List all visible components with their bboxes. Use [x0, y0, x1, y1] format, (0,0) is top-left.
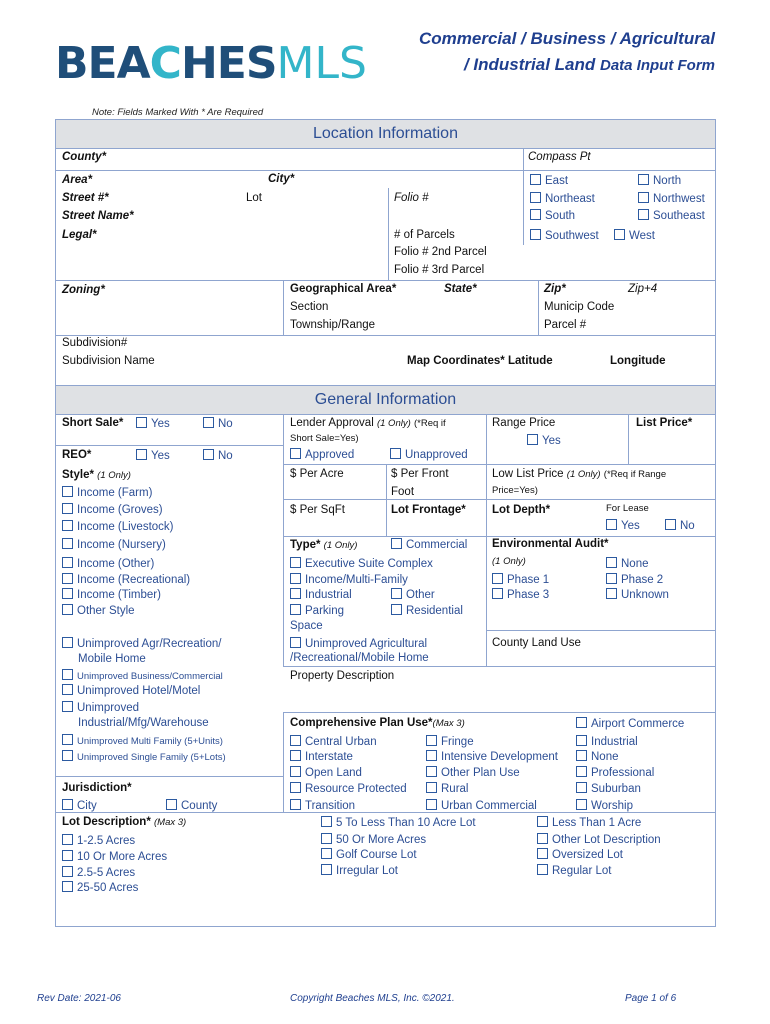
divider: [283, 464, 715, 465]
style-option[interactable]: Income (Recreational): [62, 573, 190, 586]
checkbox[interactable]: [62, 604, 73, 615]
range-price-label: Range Price: [492, 417, 556, 429]
rev-date: Rev Date: 2021-06: [37, 993, 121, 1004]
type-label: Type* (1 Only): [290, 539, 358, 551]
type-income-mf[interactable]: Income/Multi-Family: [290, 573, 408, 586]
folio-label: Folio #: [394, 192, 429, 204]
checkbox[interactable]: [62, 520, 73, 531]
checkbox[interactable]: [62, 684, 73, 695]
divider: [56, 170, 715, 171]
legal-label: Legal*: [62, 229, 97, 241]
style-option[interactable]: Income (Groves): [62, 503, 163, 516]
checkbox[interactable]: [62, 557, 73, 568]
street-number-label: Street #*: [62, 192, 109, 204]
comp-plan-option[interactable]: Fringe: [426, 735, 474, 748]
checkbox[interactable]: [530, 209, 541, 220]
checkbox[interactable]: [492, 588, 503, 599]
comp-plan-option[interactable]: Rural: [426, 782, 468, 795]
divider: [56, 445, 283, 446]
compass-southwest-option[interactable]: Southwest: [530, 229, 599, 242]
checkbox[interactable]: [321, 864, 332, 875]
lot-desc-option[interactable]: Other Lot Description: [537, 833, 661, 846]
checkbox[interactable]: [62, 588, 73, 599]
checkbox[interactable]: [426, 766, 437, 777]
checkbox[interactable]: [537, 848, 548, 859]
style-option[interactable]: Unimproved Multi Family (5+Units): [62, 734, 223, 747]
checkbox[interactable]: [290, 735, 301, 746]
lender-req-note: Short Sale=Yes): [290, 433, 359, 444]
checkbox[interactable]: [606, 588, 617, 599]
checkbox[interactable]: [576, 735, 587, 746]
divider: [388, 188, 389, 280]
divider: [283, 536, 715, 537]
comp-plan-option[interactable]: Worship: [576, 799, 633, 812]
low-list-price-label: Low List Price (1 Only) (*Req if Range: [492, 468, 667, 480]
checkbox[interactable]: [166, 799, 177, 810]
type-unimproved-ag-cont: /Recreational/Mobile Home: [290, 652, 429, 664]
style-option[interactable]: Unimproved: [62, 701, 139, 714]
zoning-label: Zoning*: [62, 284, 105, 296]
lot-desc-option[interactable]: 5 To Less Than 10 Acre Lot: [321, 816, 476, 829]
lot-desc-option[interactable]: Irregular Lot: [321, 864, 398, 877]
style-option[interactable]: Unimproved Single Family (5+Lots): [62, 750, 226, 763]
env-phase1[interactable]: Phase 1: [492, 573, 549, 586]
longitude-label: Longitude: [610, 355, 666, 367]
checkbox[interactable]: [530, 229, 541, 240]
checkbox[interactable]: [290, 557, 301, 568]
checkbox[interactable]: [426, 799, 437, 810]
checkbox[interactable]: [606, 557, 617, 568]
style-option[interactable]: Income (Timber): [62, 588, 161, 601]
checkbox[interactable]: [62, 637, 73, 648]
lot-desc-option[interactable]: Oversized Lot: [537, 848, 623, 861]
lot-desc-option[interactable]: Golf Course Lot: [321, 848, 417, 861]
style-option[interactable]: Income (Nursery): [62, 538, 166, 551]
style-option[interactable]: Unimproved Business/Commercial: [62, 669, 223, 682]
checkbox[interactable]: [62, 799, 73, 810]
divider: [283, 280, 284, 335]
type-exec-suite[interactable]: Executive Suite Complex: [290, 557, 433, 570]
checkbox[interactable]: [391, 604, 402, 615]
style-label: Style* (1 Only): [62, 469, 131, 481]
county-label: County*: [62, 151, 107, 163]
checkbox[interactable]: [62, 866, 73, 877]
checkbox[interactable]: [62, 701, 73, 712]
section-label: Section: [290, 301, 329, 313]
form-title-line2: / Industrial Land: [463, 55, 596, 74]
checkbox[interactable]: [492, 573, 503, 584]
lot-desc-option[interactable]: 2.5-5 Acres: [62, 866, 135, 879]
checkbox[interactable]: [62, 834, 73, 845]
checkbox[interactable]: [62, 486, 73, 497]
type-residential[interactable]: Residential: [391, 604, 463, 617]
checkbox[interactable]: [537, 833, 548, 844]
checkbox[interactable]: [530, 174, 541, 185]
form-title-suffix: Data Input Form: [600, 57, 715, 74]
checkbox[interactable]: [62, 503, 73, 514]
required-note: Note: Fields Marked With * Are Required: [92, 107, 264, 118]
compass-west-option[interactable]: West: [614, 229, 655, 242]
compass-label: Compass Pt: [528, 151, 591, 163]
short-sale-yes[interactable]: Yes: [136, 417, 170, 430]
checkbox[interactable]: [290, 799, 301, 810]
comp-plan-option[interactable]: Resource Protected: [290, 782, 407, 795]
compass-east-option[interactable]: East: [530, 174, 568, 187]
checkbox[interactable]: [321, 833, 332, 844]
type-parking[interactable]: Parking: [290, 604, 344, 617]
reo-label: REO*: [62, 449, 92, 461]
for-lease-yes[interactable]: Yes: [606, 519, 640, 532]
divider: [486, 630, 715, 631]
lot-label: Lot: [246, 192, 262, 204]
checkbox[interactable]: [537, 816, 548, 827]
checkbox[interactable]: [576, 782, 587, 793]
per-sqft-label: $ Per SqFt: [290, 504, 345, 516]
divider: [283, 712, 715, 713]
compass-south-option[interactable]: South: [530, 209, 575, 222]
checkbox[interactable]: [136, 417, 147, 428]
comp-plan-option[interactable]: Intensive Development: [426, 750, 558, 763]
divider: [523, 148, 524, 245]
reo-no[interactable]: No: [203, 449, 233, 462]
divider: [56, 414, 715, 415]
comp-plan-option[interactable]: None: [576, 750, 619, 763]
comp-plan-option[interactable]: Interstate: [290, 750, 353, 763]
checkbox[interactable]: [426, 735, 437, 746]
divider: [486, 414, 487, 536]
subdivision-name-label: Subdivision Name: [62, 355, 155, 367]
city-label: City*: [268, 173, 295, 185]
reo-yes[interactable]: Yes: [136, 449, 170, 462]
checkbox[interactable]: [576, 750, 587, 761]
lender-approved[interactable]: Approved: [290, 448, 354, 461]
checkbox[interactable]: [426, 782, 437, 793]
divider: [56, 776, 283, 777]
type-commercial[interactable]: Commercial: [391, 538, 467, 551]
checkbox[interactable]: [638, 192, 649, 203]
checkbox[interactable]: [290, 750, 301, 761]
compass-southeast-option[interactable]: Southeast: [638, 209, 705, 222]
checkbox[interactable]: [638, 209, 649, 220]
comp-plan-option[interactable]: Open Land: [290, 766, 362, 779]
checkbox[interactable]: [290, 766, 301, 777]
comp-plan-option[interactable]: Transition: [290, 799, 355, 812]
checkbox[interactable]: [203, 417, 214, 428]
style-option[interactable]: Income (Other): [62, 557, 154, 570]
divider: [283, 666, 715, 667]
comp-plan-label: Comprehensive Plan Use*(Max 3): [290, 717, 465, 729]
lender-approval-label: Lender Approval (1 Only) (*Req if: [290, 417, 446, 429]
divider: [628, 414, 629, 464]
county-land-use-label: County Land Use: [492, 637, 581, 649]
divider: [56, 335, 715, 336]
divider: [283, 414, 284, 666]
env-phase2[interactable]: Phase 2: [606, 573, 663, 586]
divider: [386, 464, 387, 536]
checkbox[interactable]: [290, 604, 301, 615]
range-price-yes[interactable]: Yes: [527, 434, 561, 447]
checkbox[interactable]: [426, 750, 437, 761]
general-section-header: General Information: [56, 386, 715, 414]
comp-plan-option[interactable]: Other Plan Use: [426, 766, 520, 779]
jurisdiction-city[interactable]: City: [62, 799, 97, 812]
checkbox[interactable]: [136, 449, 147, 460]
checkbox[interactable]: [62, 881, 73, 892]
lot-desc-option[interactable]: 1-2.5 Acres: [62, 834, 135, 847]
env-unknown[interactable]: Unknown: [606, 588, 669, 601]
checkbox[interactable]: [606, 519, 617, 530]
checkbox[interactable]: [530, 192, 541, 203]
form-title: [419, 26, 715, 79]
style-option-cont: Mobile Home: [78, 653, 146, 665]
jurisdiction-county[interactable]: County: [166, 799, 217, 812]
lot-desc-option[interactable]: Regular Lot: [537, 864, 611, 877]
checkbox[interactable]: [62, 573, 73, 584]
checkbox[interactable]: [576, 799, 587, 810]
parcel-label: Parcel #: [544, 319, 587, 331]
map-coordinates-label: Map Coordinates* Latitude: [407, 355, 553, 367]
lot-desc-option[interactable]: 25-50 Acres: [62, 881, 138, 894]
checkbox[interactable]: [62, 669, 73, 680]
jurisdiction-label: Jurisdiction*: [62, 782, 132, 794]
lot-description-label: Lot Description* (Max 3): [62, 816, 187, 828]
checkbox[interactable]: [290, 782, 301, 793]
folio3-label: Folio # 3rd Parcel: [394, 264, 485, 276]
comp-plan-option[interactable]: Suburban: [576, 782, 641, 795]
compass-northwest-option[interactable]: Northwest: [638, 192, 705, 205]
lot-frontage-label: Lot Frontage*: [391, 504, 466, 516]
comp-plan-option[interactable]: Industrial: [576, 735, 638, 748]
env-none[interactable]: None: [606, 557, 649, 570]
for-lease-no[interactable]: No: [665, 519, 695, 532]
style-option[interactable]: Income (Farm): [62, 486, 152, 499]
checkbox[interactable]: [665, 519, 676, 530]
per-acre-label: $ Per Acre: [290, 468, 344, 480]
subdivision-num-label: Subdivision#: [62, 337, 128, 349]
checkbox[interactable]: [290, 588, 301, 599]
divider: [56, 812, 715, 813]
lot-depth-label: Lot Depth*: [492, 504, 551, 516]
compass-northeast-option[interactable]: Northeast: [530, 192, 595, 205]
checkbox[interactable]: [614, 229, 625, 240]
zip-label: Zip*: [544, 283, 566, 295]
checkbox[interactable]: [638, 174, 649, 185]
short-sale-no[interactable]: No: [203, 417, 233, 430]
geo-area-label: Geographical Area*: [290, 283, 397, 295]
num-parcels-label: # of Parcels: [394, 229, 455, 241]
style-option[interactable]: Income (Livestock): [62, 520, 174, 533]
checkbox[interactable]: [62, 850, 73, 861]
checkbox[interactable]: [576, 766, 587, 777]
checkbox[interactable]: [391, 538, 402, 549]
divider: [56, 148, 715, 149]
comp-plan-option[interactable]: Professional: [576, 766, 654, 779]
area-label: Area*: [62, 174, 93, 186]
zip4-label: Zip+4: [628, 283, 658, 295]
type-industrial[interactable]: Industrial: [290, 588, 352, 601]
env-audit-label: Environmental Audit*: [492, 538, 609, 550]
beaches-mls-logo: BEACHESMLS: [55, 38, 367, 89]
checkbox[interactable]: [290, 637, 301, 648]
lender-unapproved[interactable]: Unapproved: [390, 448, 468, 461]
checkbox[interactable]: [391, 588, 402, 599]
checkbox[interactable]: [62, 538, 73, 549]
divider: [283, 499, 715, 500]
checkbox[interactable]: [203, 449, 214, 460]
comp-plan-option[interactable]: Airport Commerce: [576, 717, 684, 730]
checkbox[interactable]: [576, 717, 587, 728]
type-other[interactable]: Other: [391, 588, 435, 601]
env-phase3[interactable]: Phase 3: [492, 588, 549, 601]
for-lease-label: For Lease: [606, 503, 649, 514]
env-audit-note: (1 Only): [492, 556, 526, 567]
folio2-label: Folio # 2nd Parcel: [394, 246, 487, 258]
short-sale-label: Short Sale*: [62, 417, 124, 429]
style-option-cont: Industrial/Mfg/Warehouse: [78, 717, 209, 729]
form-title-line1: Commercial / Business / Agricultural: [418, 29, 715, 48]
list-price-label: List Price*: [636, 417, 693, 429]
checkbox[interactable]: [290, 448, 301, 459]
street-name-label: Street Name*: [62, 210, 134, 222]
divider: [56, 280, 715, 281]
style-option[interactable]: Other Style: [62, 604, 135, 617]
checkbox[interactable]: [290, 573, 301, 584]
property-description-label: Property Description: [290, 670, 395, 682]
compass-north-option[interactable]: North: [638, 174, 681, 187]
checkbox[interactable]: [62, 734, 73, 745]
divider: [538, 280, 539, 335]
location-section-header: Location Information: [56, 120, 715, 148]
page-number: Page 1 of 6: [625, 993, 677, 1004]
comp-plan-option[interactable]: Central Urban: [290, 735, 377, 748]
per-front-foot-label-cont: Foot: [391, 486, 415, 498]
checkbox[interactable]: [62, 750, 73, 761]
checkbox[interactable]: [527, 434, 538, 445]
divider: [486, 536, 487, 666]
municip-label: Municip Code: [544, 301, 615, 313]
style-option[interactable]: Unimproved Agr/Recreation/: [62, 637, 221, 650]
type-unimproved-ag[interactable]: Unimproved Agricultural: [290, 637, 427, 650]
type-parking-cont: Space: [290, 620, 323, 632]
comp-plan-option[interactable]: Urban Commercial: [426, 799, 537, 812]
copyright: Copyright Beaches MLS, Inc. ©2021.: [290, 993, 455, 1004]
lot-desc-option[interactable]: 10 Or More Acres: [62, 850, 167, 863]
checkbox[interactable]: [390, 448, 401, 459]
lot-desc-option[interactable]: 50 Or More Acres: [321, 833, 426, 846]
state-label: State*: [444, 283, 477, 295]
low-list-req-note: Price=Yes): [492, 485, 538, 496]
checkbox[interactable]: [537, 864, 548, 875]
checkbox[interactable]: [321, 816, 332, 827]
per-front-foot-label: $ Per Front: [391, 468, 449, 480]
style-option[interactable]: Unimproved Hotel/Motel: [62, 684, 200, 697]
checkbox[interactable]: [606, 573, 617, 584]
township-label: Township/Range: [290, 319, 376, 331]
lot-desc-option[interactable]: Less Than 1 Acre: [537, 816, 641, 829]
divider: [283, 712, 284, 812]
checkbox[interactable]: [321, 848, 332, 859]
